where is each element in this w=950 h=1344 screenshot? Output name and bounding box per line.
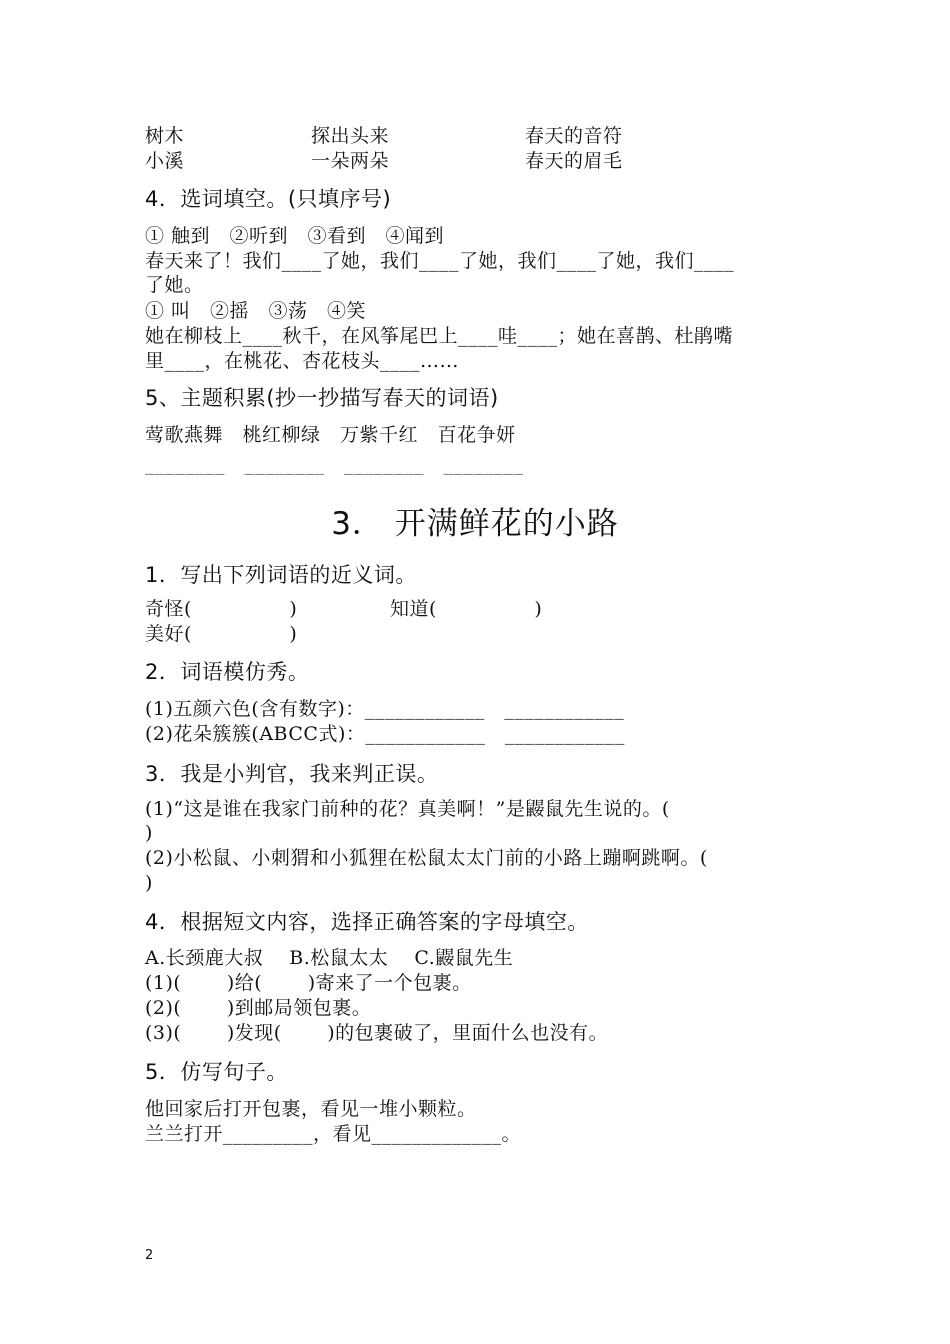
fill-sentence: 她在柳枝上____秋千，在风筝尾巴上____哇____；她在喜鹊、杜鹃嘴 bbox=[145, 325, 734, 347]
blank-lines: ________ ________ ________ ________ bbox=[145, 453, 524, 475]
question-heading: 4．根据短文内容，选择正确答案的字母填空。 bbox=[145, 910, 589, 934]
option-list: ① 触到 ②听到 ③看到 ④闻到 bbox=[145, 225, 445, 247]
example-sentence: 他回家后打开包裹，看见一堆小颗粒。 bbox=[145, 1098, 477, 1120]
imitation-sentence: 兰兰打开_________，看见_____________。 bbox=[145, 1123, 522, 1145]
synonym-item: 知道( ) bbox=[390, 598, 543, 620]
synonym-item: 美好( ) bbox=[145, 623, 298, 645]
word-list: 莺歌燕舞 桃红柳绿 万紫千红 百花争妍 bbox=[145, 424, 516, 446]
question-heading: 5、主题积累(抄一抄描写春天的词语) bbox=[145, 386, 499, 410]
match-word: 树木 bbox=[145, 125, 185, 147]
page-number: 2 bbox=[145, 1248, 154, 1263]
question-heading: 3．我是小判官，我来判正误。 bbox=[145, 762, 439, 786]
exercise-line: (2)花朵簇簇(ABCC式)：____________ ____________ bbox=[145, 723, 625, 745]
true-false-item: ) bbox=[145, 872, 153, 894]
match-word: 小溪 bbox=[145, 150, 185, 172]
fill-sentence: 春天来了！我们____了她，我们____了她，我们____了她，我们____ bbox=[145, 250, 735, 272]
true-false-item: ) bbox=[145, 822, 153, 844]
question-heading: 5．仿写句子。 bbox=[145, 1060, 288, 1084]
match-word: 春天的眉毛 bbox=[525, 150, 623, 172]
fill-item: (2)( )到邮局领包裹。 bbox=[145, 997, 372, 1019]
match-word: 春天的音符 bbox=[525, 125, 623, 147]
question-heading: 4．选词填空。(只填序号) bbox=[145, 187, 392, 211]
fill-sentence: 了她。 bbox=[145, 274, 204, 296]
true-false-item: (2)小松鼠、小刺猬和小狐狸在松鼠太太门前的小路上蹦啊跳啊。( bbox=[145, 847, 708, 869]
option-list: A.长颈鹿大叔 B.松鼠太太 C.鼹鼠先生 bbox=[145, 947, 514, 969]
option-list: ① 叫 ②摇 ③荡 ④笑 bbox=[145, 300, 367, 322]
exercise-line: (1)五颜六色(含有数字)：____________ ____________ bbox=[145, 698, 625, 720]
question-heading: 1．写出下列词语的近义词。 bbox=[145, 563, 417, 587]
question-heading: 2．词语模仿秀。 bbox=[145, 660, 310, 684]
fill-item: (3)( )发现( )的包裹破了，里面什么也没有。 bbox=[145, 1022, 609, 1044]
lesson-title: 3． 开满鲜花的小路 bbox=[331, 506, 619, 542]
match-word: 探出头来 bbox=[311, 125, 390, 147]
synonym-item: 奇怪( ) bbox=[145, 598, 298, 620]
fill-sentence: 里____，在桃花、杏花枝头____…… bbox=[145, 350, 460, 372]
fill-item: (1)( )给( )寄来了一个包裹。 bbox=[145, 972, 472, 994]
true-false-item: (1)“这是谁在我家门前种的花？真美啊！”是鼹鼠先生说的。( bbox=[145, 798, 670, 820]
match-word: 一朵两朵 bbox=[311, 150, 390, 172]
